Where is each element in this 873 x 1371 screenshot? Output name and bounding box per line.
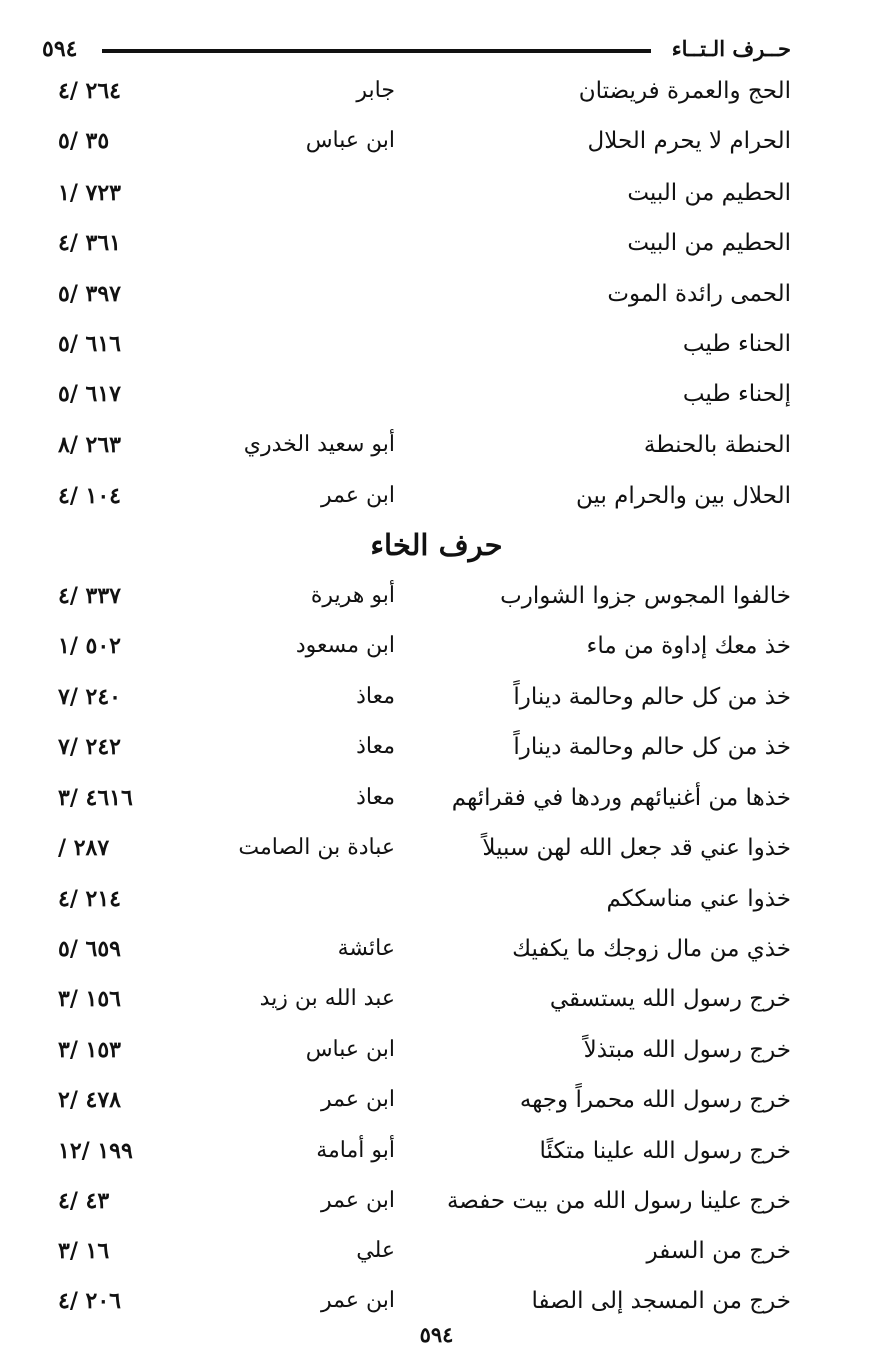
list-item: [0, 1188, 873, 1228]
volume-page-ref: ٢٤٢ /٧: [58, 734, 121, 760]
narrator: عبد الله بن زيد: [259, 986, 395, 1011]
hadith-text: الحرام لا يحرم الحلال: [587, 128, 791, 154]
narrator: ابن مسعود: [295, 633, 395, 658]
volume-page-ref: ٥٠٢ /١: [58, 633, 121, 659]
hadith-text: خذوا عني مناسككم: [606, 886, 791, 912]
volume-page-ref: ١٥٦ /٣: [58, 986, 121, 1012]
narrator: ابن عباس: [305, 1037, 395, 1062]
list-item: [0, 1037, 873, 1077]
narrator: أبو أمامة: [316, 1138, 395, 1163]
list-item: [0, 78, 873, 118]
hadith-text: خذ من كل حالم وحالمة ديناراً: [513, 734, 791, 760]
volume-page-ref: ٤٧٨ /٢: [58, 1087, 121, 1113]
narrator: ابن عمر: [321, 1188, 395, 1213]
hadith-text: خرج رسول الله مبتذلاً: [583, 1037, 791, 1063]
list-item: [0, 835, 873, 875]
hadith-text: إلحناء طيب: [682, 381, 791, 407]
list-item: [0, 936, 873, 976]
list-item: [0, 684, 873, 724]
narrator: علي: [356, 1238, 395, 1263]
volume-page-ref: ٦١٦ /٥: [58, 331, 121, 357]
narrator: ابن عمر: [321, 1288, 395, 1313]
volume-page-ref: ٣٦١ /٤: [58, 230, 121, 256]
hadith-text: الحنطة بالحنطة: [643, 432, 791, 458]
volume-page-ref: ٢٠٦ /٤: [58, 1288, 121, 1314]
hadith-text: خالفوا المجوس جزوا الشوارب: [500, 583, 791, 609]
list-item: [0, 785, 873, 825]
narrator: عائشة: [337, 936, 395, 961]
list-item: [0, 281, 873, 321]
hadith-text: الحطيم من البيت: [627, 180, 791, 206]
narrator: معاذ: [356, 785, 395, 810]
hadith-text: خرج من المسجد إلى الصفا: [531, 1288, 791, 1314]
header-rule: [102, 49, 651, 53]
hadith-text: الحلال بين والحرام بين: [576, 483, 791, 509]
hadith-text: الحطيم من البيت: [627, 230, 791, 256]
list-item: [0, 734, 873, 774]
list-item: [0, 1087, 873, 1127]
volume-page-ref: ٢٦٤ /٤: [58, 78, 121, 104]
list-item: [0, 128, 873, 168]
volume-page-ref: ٣٣٧ /٤: [58, 583, 121, 609]
list-item: [0, 432, 873, 472]
volume-page-ref: ١٦ /٣: [58, 1238, 110, 1264]
hadith-text: خذ من كل حالم وحالمة ديناراً: [513, 684, 791, 710]
list-item: [0, 1138, 873, 1178]
header-title: حــرف الـتــاء: [671, 36, 791, 61]
volume-page-ref: ٤٦١٦ /٣: [58, 785, 133, 811]
list-item: [0, 180, 873, 220]
list-item: [0, 633, 873, 673]
narrator: أبو سعيد الخدري: [243, 432, 395, 457]
list-item: [0, 886, 873, 926]
volume-page-ref: ١٩٩ /١٢: [58, 1138, 133, 1164]
hadith-text: الحناء طيب: [682, 331, 791, 357]
volume-page-ref: ٢٦٣ /٨: [58, 432, 121, 458]
list-item: [0, 230, 873, 270]
volume-page-ref: ٣٥ /٥: [58, 128, 110, 154]
list-item: [0, 331, 873, 371]
footer-page-number: ٥٩٤: [419, 1322, 454, 1347]
volume-page-ref: ٧٢٣ /١: [58, 180, 121, 206]
volume-page-ref: ١٠٤ /٤: [58, 483, 121, 509]
hadith-text: خرج من السفر: [646, 1238, 791, 1264]
volume-page-ref: ٢٨٧ /: [58, 835, 110, 861]
volume-page-ref: ٢١٤ /٤: [58, 886, 121, 912]
narrator: عبادة بن الصامت: [238, 835, 395, 860]
narrator: أبو هريرة: [310, 583, 395, 608]
hadith-text: خرج رسول الله محمراً وجهه: [519, 1087, 791, 1113]
list-item: [0, 381, 873, 421]
volume-page-ref: ٦١٧ /٥: [58, 381, 121, 407]
hadith-text: خرج علينا رسول الله من بيت حفصة: [446, 1188, 791, 1214]
narrator: ابن عباس: [305, 128, 395, 153]
list-item: [0, 583, 873, 623]
hadith-text: الحمى رائدة الموت: [607, 281, 791, 307]
hadith-text: خرج رسول الله علينا متكئًا: [539, 1138, 791, 1164]
list-item: [0, 483, 873, 523]
list-item: [0, 1238, 873, 1278]
hadith-text: الحج والعمرة فريضتان: [578, 78, 791, 104]
hadith-text: خذوا عني قد جعل الله لهن سبيلاً: [482, 835, 791, 861]
volume-page-ref: ٣٩٧ /٥: [58, 281, 121, 307]
section-title: حرف الخاء: [370, 528, 503, 562]
hadith-text: خذ معك إداوة من ماء: [586, 633, 791, 659]
narrator: معاذ: [356, 684, 395, 709]
narrator: ابن عمر: [321, 483, 395, 508]
volume-page-ref: ١٥٣ /٣: [58, 1037, 121, 1063]
volume-page-ref: ٢٤٠ /٧: [58, 684, 121, 710]
list-item: [0, 986, 873, 1026]
narrator: جابر: [356, 78, 395, 103]
header-page-number: ٥٩٤: [42, 36, 78, 62]
narrator: ابن عمر: [321, 1087, 395, 1112]
volume-page-ref: ٦٥٩ /٥: [58, 936, 121, 962]
hadith-text: خذها من أغنيائهم وردها في فقرائهم: [451, 785, 791, 811]
hadith-text: خذي من مال زوجك ما يكفيك: [512, 936, 791, 962]
hadith-text: خرج رسول الله يستسقي: [549, 986, 791, 1012]
narrator: معاذ: [356, 734, 395, 759]
volume-page-ref: ٤٣ /٤: [58, 1188, 110, 1214]
running-header: [42, 36, 791, 66]
